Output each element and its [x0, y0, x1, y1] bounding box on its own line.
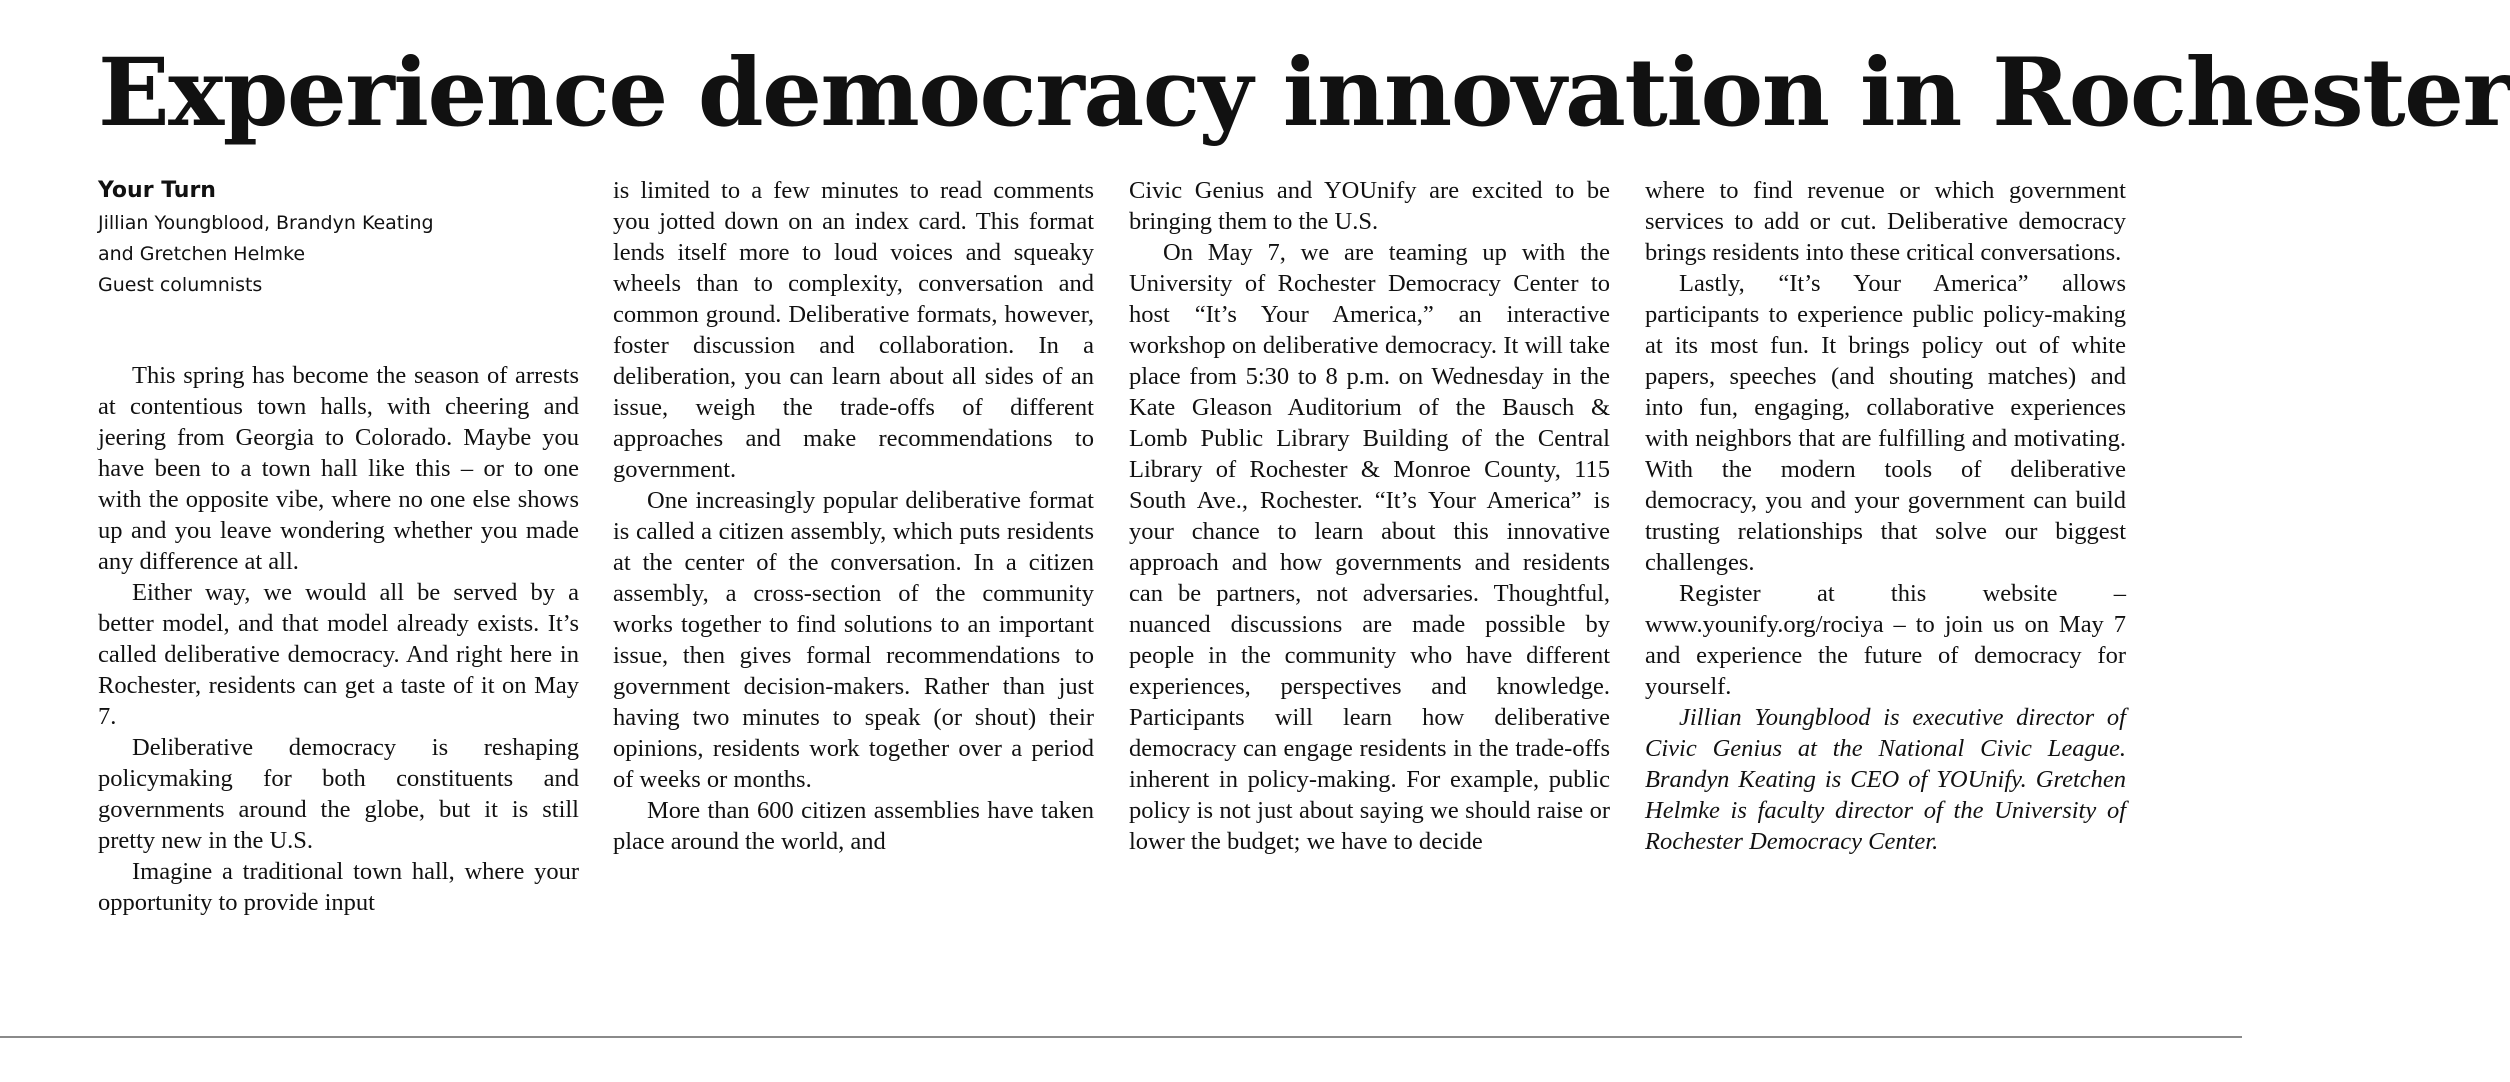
author-bio: Jillian Youngblood is executive director of Civic Genius at the National Civic League. Brandyn Keating is CEO of YOUnify. Gretchen Helmke is faculty director of the University of Rochester Democracy Center. [1645, 704, 2126, 855]
paragraph: Either way, we would all be served by a better model, and that model already exists. It’s called deliberative democracy. And right here in Rochester, residents can get a taste of it on May 7. [98, 579, 579, 730]
paragraph: Register at this website – www.younify.org/rociya – to join us on May 7 and experience the future of democracy for yourself. [1645, 580, 2126, 700]
paragraph: This spring has become the season of arrests at contentious town halls, with cheering and jeering from Georgia to Colorado. Maybe you have been to a town hall like this – or to one with the opposite vibe, where no one else shows up and you leave wondering whether you made any difference at all. [98, 362, 579, 575]
paragraph: More than 600 citizen assemblies have taken place around the world, and [613, 797, 1094, 855]
article-column-3 [1129, 175, 1610, 857]
paragraph: Imagine a traditional town hall, where your opportunity to provide input [98, 858, 579, 916]
page-margin [0, 1038, 2242, 1082]
paragraph: Lastly, “It’s Your America” allows participants to experience public policy-making at its most fun. It brings policy out of white papers, speeches (and shouting matches) and into fun, engaging, collaborative experiences with neighbors that are fulfilling and motivating. With the modern tools of deliberative democracy, you and your government can build trusting relationships that solve our biggest challenges. [1645, 270, 2126, 576]
author-names-line-2: and Gretchen Helmke [98, 243, 306, 265]
article-column-2 [613, 175, 1094, 857]
article-column-1 [98, 360, 579, 918]
article-column-4 [1645, 175, 2126, 857]
paragraph: Deliberative democracy is reshaping policymaking for both constituents and governments around the globe, but it is still pretty new in the U.S. [98, 734, 579, 854]
paragraph-continued: is limited to a few minutes to read comments you jotted down on an index card. This format lends itself more to loud voices and squeaky wheels than to complexity, conversation and common ground. Deliberative formats, however, foster discussion and collaboration. In a deliberation, you can learn about all sides of an issue, weigh the trade-offs of different approaches and make recommendations to government. [613, 177, 1094, 483]
paragraph-continued: where to find revenue or which government services to add or cut. Deliberative democracy brings residents into these critical conversations. [1645, 177, 2126, 266]
paragraph: One increasingly popular deliberative format is called a citizen assembly, which puts residents at the center of the conversation. In a citizen assembly, a cross-section of the community works together to find solutions to an important issue, then gives formal recommendations to government decision-makers. Rather than just having two minutes to speak (or shout) their opinions, residents work together over a period of weeks or months. [613, 487, 1094, 793]
byline-block [98, 174, 578, 301]
paragraph: On May 7, we are teaming up with the University of Rochester Democracy Center to host “It’s Your America,” an interactive workshop on deliberative democracy. It will take place from 5:30 to 8 p.m. on Wednesday in the Kate Gleason Auditorium of the Bausch & Lomb Public Library Building of the Central Library of Rochester & Monroe County, 115 South Ave., Rochester. “It’s Your America” is your chance to learn about this innovative approach and how governments and residents can be partners, not adversaries. Thoughtful, nuanced discussions are made possible by people in the community who have different experiences, perspectives and knowledge. Participants will learn how deliberative democracy can engage residents in the trade-offs inherent in policy-making. For example, public policy is not just about saying we should raise or lower the budget; we have to decide [1129, 239, 1610, 855]
author-names-line-1: Jillian Youngblood, Brandyn Keating [98, 212, 434, 234]
paragraph-continued: Civic Genius and YOUnify are excited to be bringing them to the U.S. [1129, 177, 1610, 235]
section-label: Your Turn [98, 178, 216, 203]
author-role: Guest columnists [98, 274, 263, 296]
headline: Experience democracy innovation in Rochester [98, 38, 2510, 148]
